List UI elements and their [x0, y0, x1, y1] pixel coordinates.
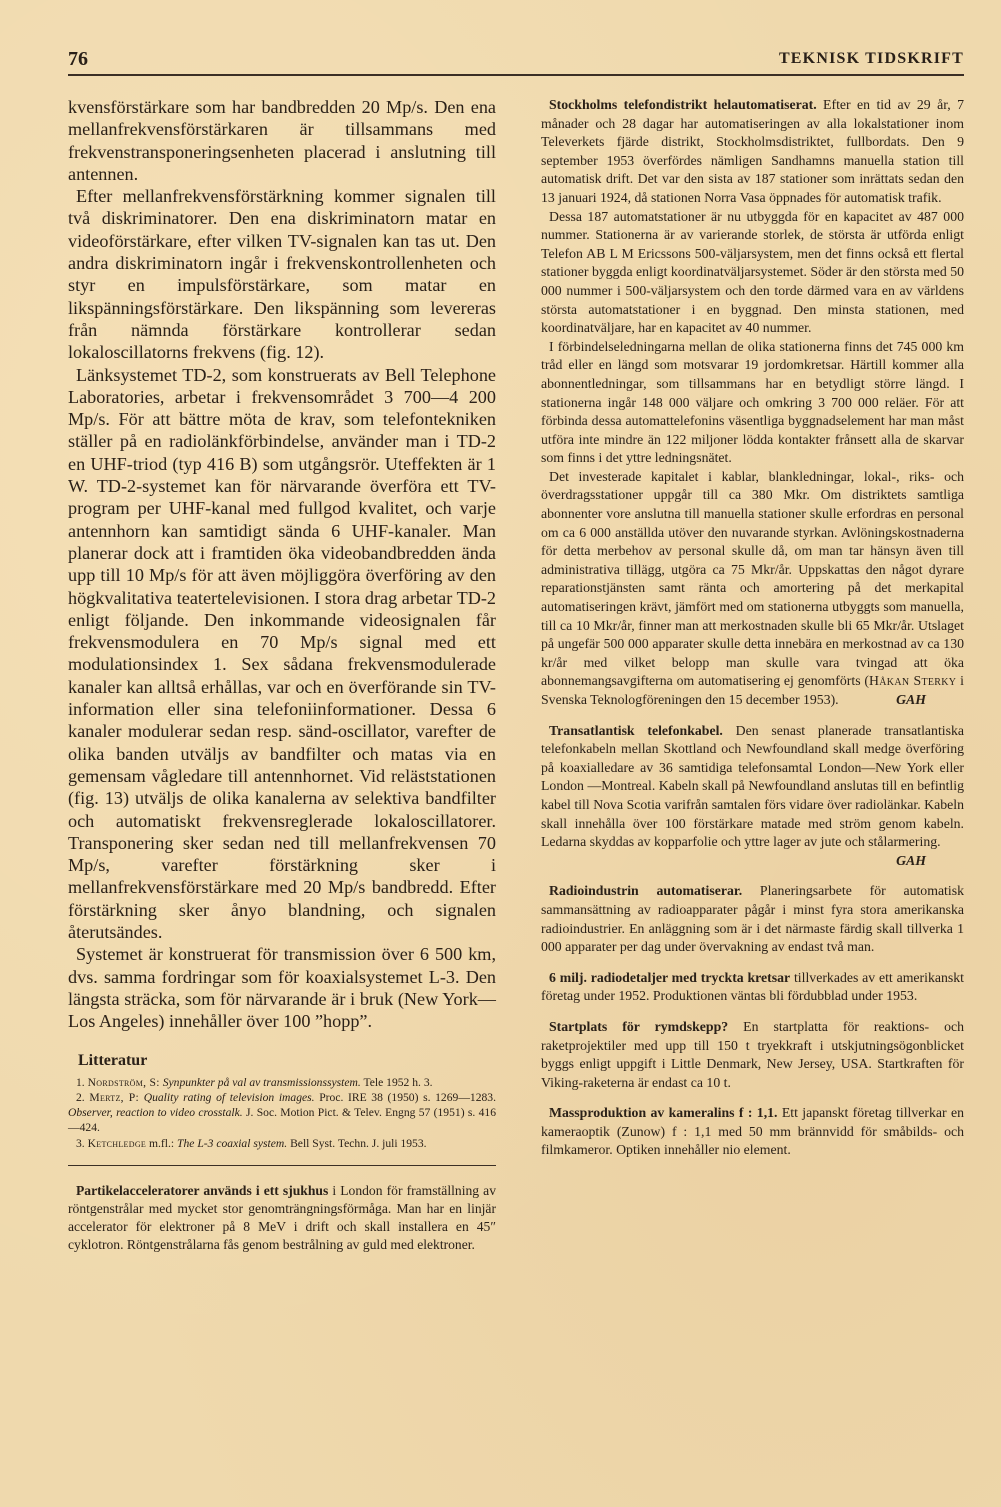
paragraph: Länksystemet TD-2, som konstruerats av Bell Telephone Laboratories, arbetar i frekvensområdet 3 700—4 200 Mp/s. För att bättre möta de krav, som telefontekniken ställer på en radiolänkförbindelse, använder man i TD-2 en UHF-triod (typ 416 B) som utgångsrör. Uteffekten är 1 W. TD-2-systemet kan för närvarande överföra ett TV-program per UHF-kanal med fullgod kvalitet, och varje antennhorn kan samtidigt sända 6 UHF-kanaler. Man planerar dock att i framtiden öka videobandbredden ända upp till 10 Mp/s för att även möjliggöra överföring av den högkvalitativa teatertelevisionen. I stora drag arbetar TD-2 enligt följande. Den inkommande videosignalen får frekvensmodulera en 70 Mp/s signal med ett modulationsindex 1. Sex sådana frekvensmodulerade kanaler kan alltså erhållas, var och en överförande sin TV-information eller sina telefoniinformationer. Dessa 6 kanaler modulerar sedan resp. sänd-oscillator, varefter de olika banden utväljs av bandfilter och matas via en gemensam vågledare till antennhornet. Vid reläststationen (fig. 13) utväljs de olika kanalerna av selektiva bandfilter och automatiskt frekvensreglerade lokaloscillatorer. Transponering sker sedan ned till mellanfrekvensen 70 Mp/s, varefter förstärkning sker i mellanfrekvensförstärkare med 20 Mp/s bandbredd. Efter förstärkning sker ånyo blandning, och signalen återutsändes.: [68, 364, 496, 942]
paragraph: kvensförstärkare som har bandbredden 20 Mp/s. Den ena mellanfrekvensförstärkaren är tillsammans med frekvenstransponeringsenheten placerad i anslutning till antennen.: [68, 97, 496, 184]
reference-author: Mertz, P:: [89, 1090, 140, 1104]
news-lead: Massproduktion av kameralins f : 1,1.: [549, 1105, 778, 1121]
news-item-partikelacceleratorer: [68, 1182, 496, 1254]
header-rule: [68, 74, 964, 76]
news-text: i London för framställning av röntgenstrålar med mycket stor genomträngningsförmåga. Man har en linjär accelerator för elektroner på 8 MeV i drift och skall installera en 45″ cyklotron. Röntgenstrålarna fås genom bestrålning av guld med elektroner.: [68, 1182, 496, 1252]
reference-title: The L-3 coaxial system.: [177, 1136, 288, 1150]
right-column: [541, 96, 964, 1171]
reference-title: Observer, reaction to video crosstalk.: [68, 1106, 243, 1120]
news-text: Planeringsarbete för automatisk sammansättning av radioapparater pågår i minst fyra stora amerikanska radioindustrier. En anläggning som är i det närmaste färdig skall tillverka 1 000 apparater per dag under övervakning av endast två man.: [541, 883, 964, 955]
section-divider: [68, 1165, 496, 1166]
news-lead: 6 milj. radiodetaljer med tryckta kretsar: [549, 969, 791, 985]
literature-heading: Litteratur: [78, 1052, 148, 1070]
news-lead: Stockholms telefondistrikt helautomatiserat.: [549, 97, 817, 112]
paragraph: Dessa 187 automatstationer är nu utbyggda för en kapacitet av 487 000 nummer. Stationerna är av varierande storlek, de största är utförda enligt Telefon AB L M Ericssons 500-väljarsystem, men det finns också ett flertal stationer byggda enligt koordinatväljarsystemet. Söder är den största med 50 000 nummer i 500-väljarsystem och den torde därmed vara en av världens största automatstationer i en byggnad. Den minsta stationen, med koordinatväljare, har en kapacitet av 40 nummer.: [541, 208, 965, 336]
reference-number: 2.: [76, 1090, 85, 1104]
attribution-name: Håkan Sterky: [869, 673, 957, 689]
news-item-startplats: [541, 1018, 964, 1092]
page-number: 76: [68, 48, 88, 70]
news-lead: Partikelacceleratorer används i ett sjukhus: [76, 1182, 329, 1198]
news-text: Ett japanskt företag tillverkar en kameraoptik (Zunow) f : 1,1 med 50 mm brännvidd för småbilds- och filmkameror. Optiken innehåller nio element.: [541, 1105, 964, 1158]
reference-author: Ketchledge: [87, 1136, 147, 1150]
reference-author-suffix: m.fl.:: [149, 1136, 175, 1150]
news-item-transatlantisk: [541, 722, 964, 871]
reference-list: [68, 1075, 496, 1151]
left-column: [68, 96, 496, 1253]
paragraph: I förbindelseledningarna mellan de olika stationerna finns det 745 000 km tråd eller en längd som motsvarar 19 jordomkretsar. Härtill kommer alla abonnentledningar, som tillsammans har en betydligt större längd. I stationerna ingår 148 000 väljare och omkring 3 700 000 reläer. För att förbinda dessa automattelefonins väsentliga byggnadselement har man måst utföra inte mindre än 122 miljoner lödda kontakter frånsett alla de skarvar som finns i det yttre ledningsnätet.: [541, 338, 964, 466]
reference-author: Nordström, S:: [87, 1075, 160, 1089]
reference-source: Proc. IRE 38 (1950) s. 1269—1283.: [319, 1090, 496, 1104]
reference-title: Quality rating of television images.: [143, 1090, 315, 1104]
page-header: [68, 44, 964, 74]
news-text: tillverkades av ett amerikanskt företag under 1952. Produktionen väntas bli fördubblad under 1953.: [541, 969, 965, 1004]
paragraph: Efter mellanfrekvensförstärkning kommer signalen till två diskriminatorer. Den ena diskriminatorn matar en videoförstärkare, efter vilken TV-signalen kan tas ut. Den andra diskriminatorn ingår i frekvenskontrollenheten och styr en impulsförstärkare, som matar en likspänningsförstärkare. Den likspänning som levereras från nämnda förstärkare kontrollerar sedan lokaloscillatorns frekvens (fig. 12).: [68, 186, 496, 363]
news-text: Den senast planerade transatlantiska telefonkabeln mellan Skottland och Newfoundland skall medge överföring på koaxialledare av 36 samtidiga telefonsamtal London—New York eller London —Montreal. Kabeln skall på Newfoundland anslutas till en befintlig kabel till Nova Scotia varifrån samtalen förs vidare över radiolänkar. Kabeln skall innehålla över 100 förstärkare matade med ström genom kabeln. Ledarna skyddas av kopparfolie och yttre lager av jute och stålarmering.: [541, 722, 964, 850]
paragraph: Det investerade kapitalet i kablar, blankledningar, lokal-, riks- och överdragsstationer uppgår till ca 380 Mkr. Om distriktets samtliga abonnenter vore anslutna till manuella stationer skulle erfordras en personal om ca 6 000 anställda utöver den nuvarande styrkan. Avlöningskostnaderna för detta merbehov av personal skulle då, om man tar hänsyn även till administrativa tillägg, utgöra ca 75 Mkr/år. Uppskattas den något dyrare reparationstjänsten samt ränta och amortering på det merkapital automatiseringen krävt, jämfört med om stationerna utbyggts som manuella, till ca 10 Mkr/år, finner man att merkostnaden skulle bli 65 Mkr/år. Utslaget på ungefär 500 000 apparater skulle detta innebära en merkostnad av ca 130 kr/år med vilket belopp man skulle vara tvingad att öka abonnemangsavgifterna om automatisering ej genomförts (: [541, 468, 964, 689]
news-item-radioindustrin: [541, 882, 964, 956]
reference-item: [68, 1136, 496, 1151]
reference-source: Bell Syst. Techn. J. juli 1953.: [290, 1136, 427, 1150]
news-item-radiodetaljer: [541, 969, 964, 1006]
paragraph: Systemet är konstruerat för transmission över 6 500 km, dvs. samma fordringar som för koaxialsystemet L-3. Den längsta sträcka, som för närvarande är i bruk (New York—Los Angeles) innehåller över 100 ”hopp”.: [68, 944, 496, 1032]
author-signature: GAH: [896, 852, 926, 868]
reference-title: Synpunkter på val av transmissionssystem.: [162, 1075, 361, 1089]
news-lead: Radioindustrin automatiserar.: [549, 883, 743, 899]
reference-item: [68, 1090, 496, 1136]
reference-number: 3.: [76, 1136, 85, 1150]
attribution-text: i Svenska Teknologföreningen den 15 december 1953).: [541, 673, 964, 707]
news-lead: Transatlantisk telefonkabel.: [549, 722, 723, 738]
reference-number: 1.: [76, 1075, 85, 1089]
author-signature: GAH: [896, 692, 926, 707]
news-lead: Startplats för rymdskepp?: [549, 1018, 729, 1034]
news-item-stockholm: [541, 96, 964, 710]
reference-source: Tele 1952 h. 3.: [363, 1075, 433, 1089]
reference-item: [68, 1075, 496, 1090]
journal-title: TEKNISK TIDSKRIFT: [778, 50, 964, 67]
news-item-kameralins: [541, 1104, 964, 1160]
news-text: Efter en tid av 29 år, 7 månader och 28 dagar har automatiseringen av alla lokalstationer inom Televerkets fjärde distrikt, Stockholmsdistriktet, fullbordats. Den 9 september 1953 överfördes nämligen Sandhamns manuella station till automatisk drift. Det var den sista av 187 stationer som inrättats sedan den 13 januari 1924, då stationen Norra Vasa öppnades för automatisk trafik.: [541, 97, 964, 205]
reference-source: J. Soc. Motion Pict. & Telev. Engng 57 (1951) s. 416—424.: [68, 1106, 496, 1135]
news-text: En startplatta för reaktions- och raketprojektiler med upp till 150 t tryekkraft i utskjutningsögonblicket byggs enligt uppgift i Little Denmark, New Jersey, USA. Startkraften för Viking-raketerna är endast ca 10 t.: [541, 1018, 964, 1090]
